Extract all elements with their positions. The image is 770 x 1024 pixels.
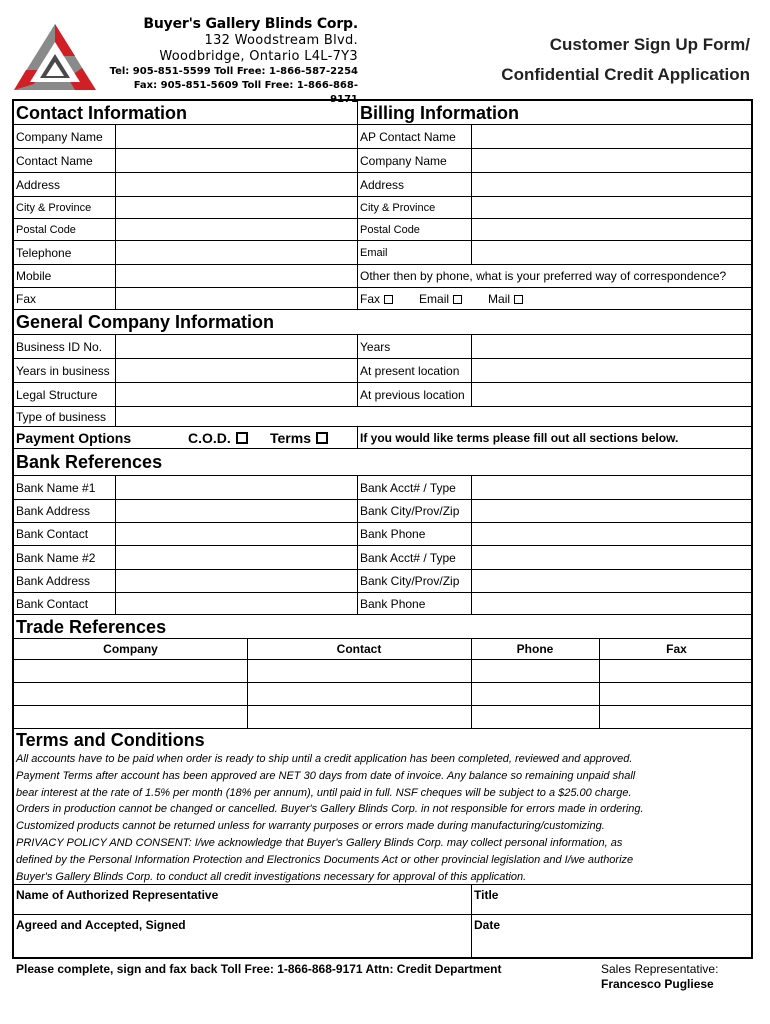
field-title[interactable] xyxy=(472,885,753,914)
form-row xyxy=(14,241,751,265)
field-bank-name-1[interactable] xyxy=(116,476,357,499)
label-billing-city-province: City & Province xyxy=(360,201,436,214)
field-bank-name-2[interactable] xyxy=(116,546,357,569)
field-present-location[interactable] xyxy=(472,359,753,382)
mail-checkbox[interactable] xyxy=(514,295,523,304)
label-present-location: At present location xyxy=(360,363,460,378)
signature-row xyxy=(14,915,751,959)
company-address-block xyxy=(106,16,358,107)
field-contact-name[interactable] xyxy=(116,149,357,172)
trade-col-phone: Phone xyxy=(516,642,554,656)
label-contact-name: Contact Name xyxy=(16,153,93,168)
terms-line: Orders in production cannot be changed or cancelled. Buyer's Gallery Blinds Corp. in not responsible for errors made in ordering. xyxy=(16,803,644,816)
email-checkbox[interactable] xyxy=(453,295,462,304)
terms-text xyxy=(16,751,751,885)
field-bank-contact-1[interactable] xyxy=(116,523,357,545)
label-billing-address: Address xyxy=(360,177,405,192)
trade-company-field[interactable] xyxy=(14,683,247,705)
terms-line: bear interest at the rate of 1.5% per month (18% per annum), until paid in full. NSF cheques will be subject to a $25.00 charge. xyxy=(16,786,632,799)
section-header-row xyxy=(14,310,751,335)
form-row xyxy=(14,125,751,149)
label-bank-acct-2: Bank Acct# / Type xyxy=(360,550,456,565)
field-telephone[interactable] xyxy=(116,241,357,264)
field-bank-acct-1[interactable] xyxy=(472,476,753,499)
terms-line: PRIVACY POLICY AND CONSENT: I/we acknowledge that Buyer's Gallery Blinds Corp. may collect personal information, as xyxy=(16,836,623,849)
field-bank-phone-2[interactable] xyxy=(472,593,753,614)
option-mail[interactable] xyxy=(488,292,523,306)
company-street: 132 Woodstream Blvd. xyxy=(204,33,358,48)
fax-checkbox[interactable] xyxy=(384,295,393,304)
form-row xyxy=(14,593,751,615)
label-legal-structure: Legal Structure xyxy=(16,387,98,402)
label-bank-phone-1: Bank Phone xyxy=(360,527,426,541)
option-mail-label: Mail xyxy=(488,291,511,306)
field-bank-contact-2[interactable] xyxy=(116,593,357,614)
option-email[interactable] xyxy=(419,292,462,306)
form-row xyxy=(14,219,751,241)
label-bank-name-1: Bank Name #1 xyxy=(16,480,96,495)
form-row xyxy=(14,476,751,500)
company-city: Woodbridge, Ontario L4L-7Y3 xyxy=(159,49,358,64)
field-signature[interactable] xyxy=(14,915,471,959)
form-row xyxy=(14,149,751,173)
terms-line: defined by the Personal Information Protection and Electronics Documents Act or other provincial legislation and I/we authorize xyxy=(16,853,634,866)
application-form xyxy=(12,99,753,959)
terms-line: Customized products cannot be returned unless for warranty purposes or errors made during manufacturing/customizing. xyxy=(16,820,605,833)
label-bank-contact-2: Bank Contact xyxy=(16,596,89,611)
trade-header-row xyxy=(14,639,751,660)
contact-heading: Contact Information xyxy=(16,102,187,123)
company-logo xyxy=(12,22,98,92)
field-bank-address-2[interactable] xyxy=(116,570,357,592)
label-address: Address xyxy=(16,177,61,192)
terms-line: Buyer's Gallery Blinds Corp. to conduct all credit investigations necessary for approval of this application. xyxy=(16,870,527,883)
sales-rep xyxy=(601,962,718,992)
form-row xyxy=(14,523,751,546)
label-billing-company-name: Company Name xyxy=(360,153,447,168)
field-bank-phone-1[interactable] xyxy=(472,523,753,545)
label-bank-address-1: Bank Address xyxy=(16,504,91,518)
option-terms[interactable] xyxy=(268,427,356,448)
trade-heading: Trade References xyxy=(16,616,167,637)
correspondence-question: Other then by phone, what is your preferred way of correspondence? xyxy=(360,269,727,283)
form-row xyxy=(14,359,751,383)
trade-row xyxy=(14,706,751,729)
payment-options-label: Payment Options xyxy=(16,429,132,446)
label-signed: Agreed and Accepted, Signed xyxy=(16,918,186,932)
section-header-row xyxy=(14,101,751,125)
trade-phone-field[interactable] xyxy=(472,683,598,705)
trade-contact-field[interactable] xyxy=(248,683,470,705)
section-header-row xyxy=(14,449,751,476)
field-city-province[interactable] xyxy=(116,197,357,218)
form-row xyxy=(14,383,751,407)
label-authorized-rep: Name of Authorized Representative xyxy=(16,888,219,902)
label-telephone: Telephone xyxy=(16,245,72,260)
terms-line: Payment Terms after account has been approved are NET 30 days from date of invoice. Any balance so remaining unpaid shall xyxy=(16,769,636,782)
form-title-line-1: Customer Sign Up Form/ xyxy=(549,35,750,54)
form-row xyxy=(14,500,751,523)
label-mobile: Mobile xyxy=(16,269,52,283)
label-bank-city-1: Bank City/Prov/Zip xyxy=(360,504,460,518)
field-previous-location[interactable] xyxy=(472,383,753,406)
payment-options-row xyxy=(14,427,751,449)
trade-company-field[interactable] xyxy=(14,660,247,682)
label-date: Date xyxy=(474,918,501,932)
form-row xyxy=(14,407,751,427)
option-fax-label: Fax xyxy=(360,291,381,306)
cod-checkbox[interactable] xyxy=(236,432,248,444)
form-row xyxy=(14,546,751,570)
field-type-of-business[interactable] xyxy=(116,407,753,426)
trade-col-contact: Contact xyxy=(336,642,382,656)
label-postal-code: Postal Code xyxy=(16,223,76,236)
field-years-in-business[interactable] xyxy=(116,359,357,382)
field-mobile[interactable] xyxy=(116,265,357,287)
label-bank-contact-1: Bank Contact xyxy=(16,527,89,541)
cod-label: C.O.D. xyxy=(188,429,231,446)
billing-heading: Billing Information xyxy=(360,102,519,123)
label-title: Title xyxy=(474,888,499,902)
terms-section xyxy=(14,729,751,885)
form-title xyxy=(450,30,750,90)
field-company-name[interactable] xyxy=(116,125,357,148)
form-row xyxy=(14,335,751,359)
field-bank-city-2[interactable] xyxy=(472,570,753,592)
field-bank-city-1[interactable] xyxy=(472,500,753,522)
footer-instructions: Please complete, sign and fax back Toll Free: 1-866-868-9171 Attn: Credit Department xyxy=(16,962,502,976)
field-business-id[interactable] xyxy=(116,335,357,358)
label-years-in-business: Years in business xyxy=(16,363,110,378)
form-row xyxy=(14,570,751,593)
company-name: Buyer's Gallery Blinds Corp. xyxy=(143,16,358,32)
field-bank-address-1[interactable] xyxy=(116,500,357,522)
label-bank-acct-1: Bank Acct# / Type xyxy=(360,480,456,495)
section-header-row xyxy=(14,615,751,639)
bank-heading: Bank References xyxy=(16,452,163,472)
field-years[interactable] xyxy=(472,335,753,358)
label-company-name: Company Name xyxy=(16,129,103,144)
field-email[interactable] xyxy=(472,241,753,264)
form-row xyxy=(14,265,751,288)
label-bank-city-2: Bank City/Prov/Zip xyxy=(360,574,460,588)
field-date[interactable] xyxy=(472,915,753,959)
label-fax: Fax xyxy=(16,291,37,306)
label-bank-phone-2: Bank Phone xyxy=(360,596,426,611)
correspondence-options xyxy=(358,288,753,309)
sales-rep-label: Sales Representative: xyxy=(601,962,719,976)
trade-col-fax: Fax xyxy=(666,642,687,656)
field-postal-code[interactable] xyxy=(116,219,357,240)
company-fax: Fax: 905-851-5609 Toll Free: 1-866-868-9171 xyxy=(133,80,358,105)
trade-contact-field[interactable] xyxy=(248,706,470,728)
label-city-province: City & Province xyxy=(16,201,92,214)
company-tel: Tel: 905-851-5599 Toll Free: 1-866-587-2254 xyxy=(109,66,358,77)
field-ap-contact-name[interactable] xyxy=(472,125,753,148)
field-address[interactable] xyxy=(116,173,357,196)
form-row xyxy=(14,288,751,310)
field-billing-company-name[interactable] xyxy=(472,149,753,172)
label-email: Email xyxy=(360,246,388,259)
field-legal-structure[interactable] xyxy=(116,383,357,406)
label-years: Years xyxy=(360,339,391,354)
trade-fax-field[interactable] xyxy=(600,706,753,728)
trade-contact-field[interactable] xyxy=(248,660,470,682)
trade-row xyxy=(14,660,751,683)
trade-fax-field[interactable] xyxy=(600,660,753,682)
option-fax[interactable] xyxy=(360,292,393,306)
option-email-label: Email xyxy=(419,291,450,306)
terms-checkbox[interactable] xyxy=(316,432,328,444)
field-billing-city-province[interactable] xyxy=(472,197,753,218)
label-ap-contact-name: AP Contact Name xyxy=(360,129,456,144)
form-row xyxy=(14,197,751,219)
trade-col-company: Company xyxy=(103,642,158,656)
form-title-line-2: Confidential Credit Application xyxy=(501,65,750,84)
field-fax[interactable] xyxy=(116,288,357,309)
field-authorized-rep[interactable] xyxy=(14,885,471,914)
sales-rep-name: Francesco Pugliese xyxy=(601,977,714,991)
trade-phone-field[interactable] xyxy=(472,660,598,682)
label-type-of-business: Type of business xyxy=(16,409,107,424)
trade-company-field[interactable] xyxy=(14,706,247,728)
trade-fax-field[interactable] xyxy=(600,683,753,705)
label-bank-name-2: Bank Name #2 xyxy=(16,550,96,565)
label-billing-postal-code: Postal Code xyxy=(360,223,420,236)
field-bank-acct-2[interactable] xyxy=(472,546,753,569)
trade-row xyxy=(14,683,751,706)
terms-heading: Terms and Conditions xyxy=(16,730,205,750)
label-previous-location: At previous location xyxy=(360,387,465,402)
terms-note: If you would like terms please fill out all sections below. xyxy=(360,430,679,445)
option-cod[interactable] xyxy=(186,427,268,448)
field-billing-postal-code[interactable] xyxy=(472,219,753,240)
trade-phone-field[interactable] xyxy=(472,706,598,728)
general-heading: General Company Information xyxy=(16,312,275,332)
terms-label: Terms xyxy=(270,429,311,446)
form-row xyxy=(14,173,751,197)
label-business-id: Business ID No. xyxy=(16,339,103,354)
signature-row xyxy=(14,885,751,915)
terms-line: All accounts have to be paid when order is ready to ship until a credit application has been completed, reviewed and approved. xyxy=(16,753,633,765)
field-billing-address[interactable] xyxy=(472,173,753,196)
label-bank-address-2: Bank Address xyxy=(16,574,91,588)
